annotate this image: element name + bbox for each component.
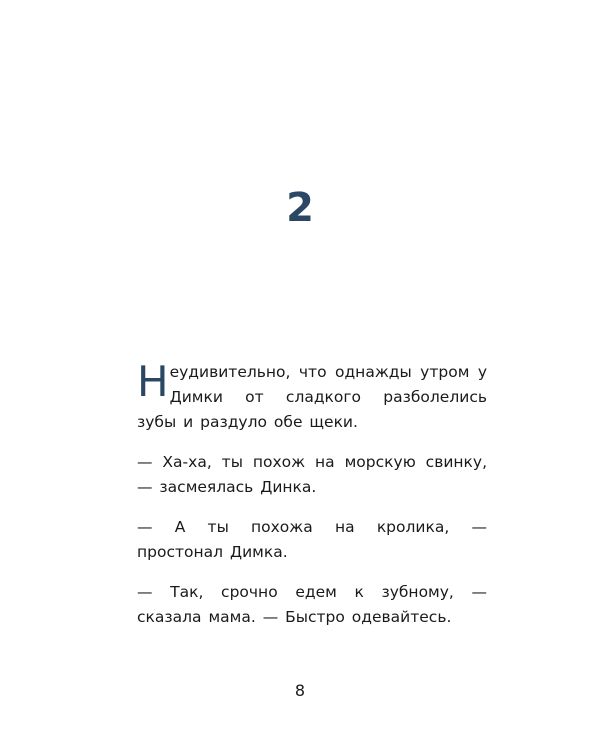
drop-cap: Н bbox=[137, 357, 169, 406]
text-block bbox=[137, 357, 487, 645]
paragraph-4: — Так, срочно едем к зубному, — сказала мама. — Быстро одевайтесь. bbox=[137, 583, 487, 626]
paragraph-1-text: еудивительно, что однажды утром у Димки от сладкого разболелись зубы и раздуло обе щеки. bbox=[137, 363, 487, 431]
paragraph-2: — Ха-ха, ты похож на морскую свинку, — засмеялась Динка. bbox=[137, 453, 487, 496]
page-number: 8 bbox=[294, 681, 306, 700]
chapter-number: 2 bbox=[286, 185, 314, 231]
paragraph-1 bbox=[137, 357, 487, 435]
paragraph-3: — А ты похожа на кролика, — простонал Димка. bbox=[137, 518, 487, 561]
